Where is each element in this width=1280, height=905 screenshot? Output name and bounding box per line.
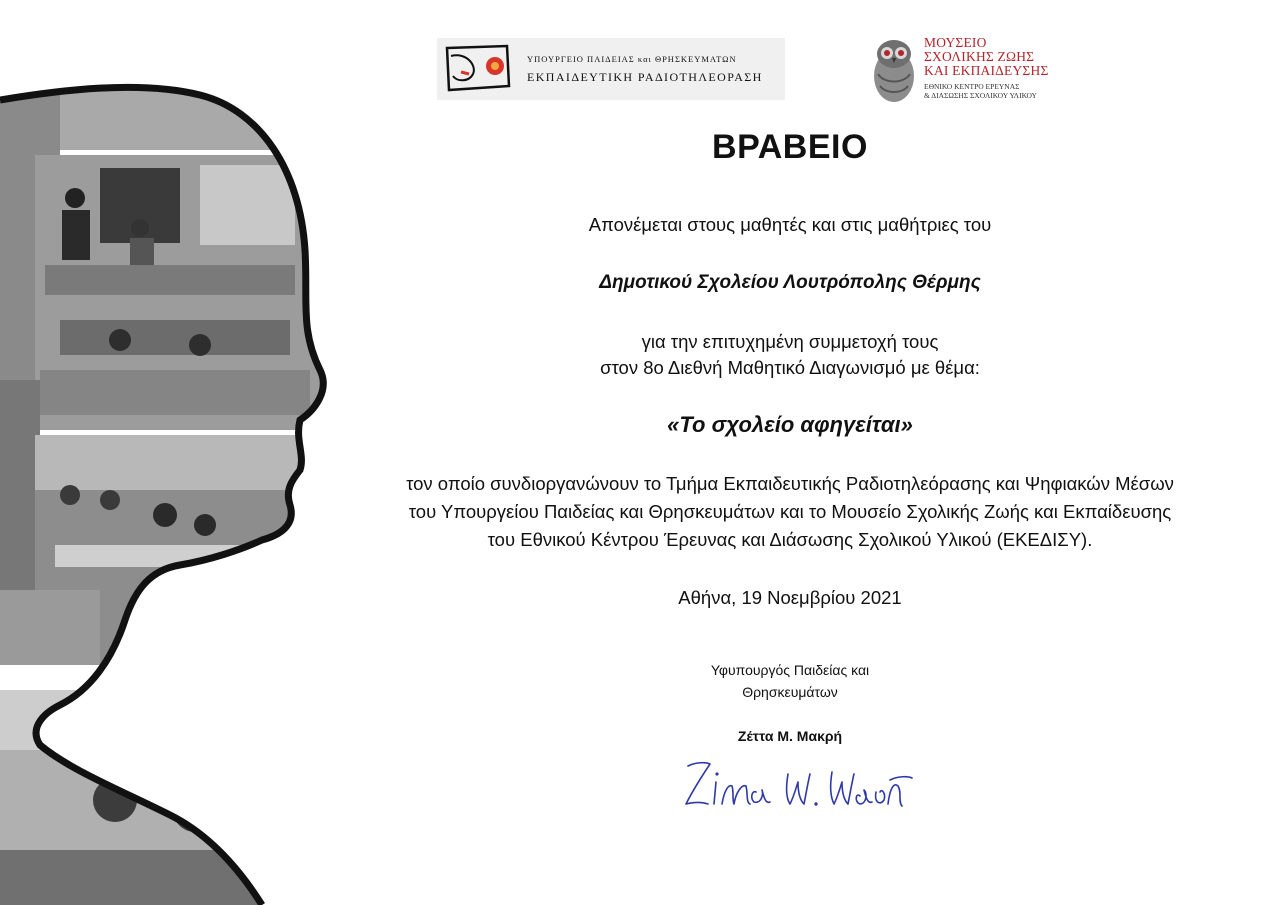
organizers-line1: τον οποίο συνδιοργανώνουν το Τμήμα Εκπαιδευτικής Ραδιοτηλεόρασης και Ψηφιακών Μέσων — [406, 473, 1174, 494]
certificate-title: ΒΡΑΒΕΙΟ — [712, 128, 868, 166]
signatory-role-line2: Θρησκευμάτων — [742, 684, 838, 700]
participation-line1: για την επιτυχημένη συμμετοχή τους — [641, 331, 939, 352]
signatory-name: Ζέττα Μ. Μακρή — [737, 728, 843, 744]
ministry-label: ΥΠΟΥΡΓΕΙΟ ΠΑΙΔΕΙΑΣ και ΘΡΗΣΚΕΥΜΑΤΩΝ — [527, 53, 737, 64]
contest-theme: «Το σχολείο αφηγείται» — [667, 412, 913, 437]
radiotv-label: ΕΚΠΑΙΔΕΥΤΙΚΗ ΡΑΔΙΟΤΗΛΕΟΡΑΣΗ — [527, 69, 763, 84]
owl-icon — [862, 34, 920, 104]
signatory-role-line1: Υφυπουργός Παιδείας και — [710, 662, 870, 678]
handwritten-signature — [676, 752, 916, 816]
organizers-line3: του Εθνικού Κέντρου Έρευνας και Διάσωσης Σχολικού Υλικού (ΕΚΕΔΙΣΥ). — [487, 529, 1093, 550]
organizers-line2: του Υπουργείου Παιδείας και Θρησκευμάτων και το Μουσείο Σχολικής Ζωής και Εκπαίδευσης — [408, 501, 1172, 522]
award-intro: Απονέμεται στους μαθητές και στις μαθήτριες του — [588, 214, 992, 235]
museum-sub-line2: & ΔΙΑΣΩΣΗΣ ΣΧΟΛΙΚΟΥ ΥΛΙΚΟΥ — [924, 91, 1037, 100]
museum-title-line1: ΜΟΥΣΕΙΟ — [924, 35, 987, 50]
photo-collage — [0, 0, 330, 905]
place-date: Αθήνα, 19 Νοεμβρίου 2021 — [678, 587, 902, 608]
museum-logo — [862, 34, 1080, 104]
museum-title-line3: ΚΑΙ ΕΚΠΑΙΔΕΥΣΗΣ — [924, 63, 1049, 78]
museum-sub-line1: ΕΘΝΙΚΟ ΚΕΝΤΡΟ ΕΡΕΥΝΑΣ — [924, 82, 1020, 91]
edu-radiotv-emblem-icon — [437, 38, 525, 100]
museum-title-line2: ΣΧΟΛΙΚΗΣ ΖΩΗΣ — [924, 49, 1035, 64]
edu-radiotv-logo — [437, 38, 785, 100]
participation-line2: στον 8ο Διεθνή Μαθητικό Διαγωνισμό με θέμα: — [600, 357, 980, 378]
school-name: Δημοτικού Σχολείου Λουτρόπολης Θέρμης — [599, 272, 981, 293]
